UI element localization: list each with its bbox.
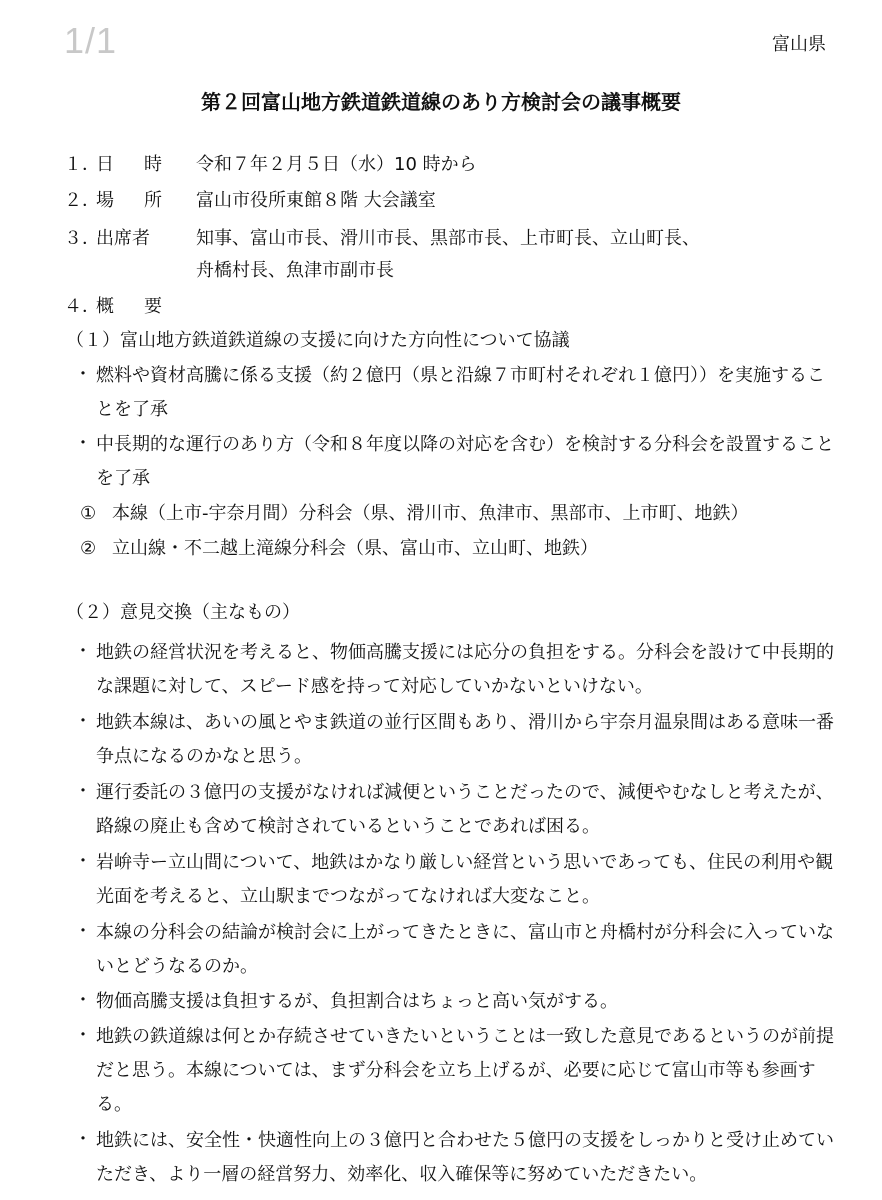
bullet-mark: ・ bbox=[74, 711, 92, 732]
meta-value: 富山市役所東館８階 大会議室 bbox=[196, 190, 436, 211]
bullet-text: 中長期的な運行のあり方（令和８年度以降の対応を含む）を検討する分科会を設置することを了承 bbox=[96, 434, 834, 489]
bullet-mark: ・ bbox=[74, 851, 92, 872]
bullet-text: 地鉄本線は、あいの風とやま鉄道の並行区間もあり、滑川から宇奈月温泉間はある意味一番争点になるのかなと思う。 bbox=[96, 712, 834, 767]
bullet-mark: ・ bbox=[74, 990, 92, 1011]
meta-num: １． bbox=[64, 154, 100, 175]
numbered-mark: ② bbox=[80, 538, 97, 559]
bullet-mark: ・ bbox=[74, 1129, 92, 1150]
bullet-text: 運行委託の３億円の支援がなければ減便ということだったので、減便やむなしと考えたが、路線の廃止も含めて検討されているということであれば困る。 bbox=[96, 782, 834, 837]
meta-num: ２． bbox=[64, 190, 100, 211]
meta-num: ３． bbox=[64, 228, 100, 249]
meta-value-continued: 舟橋村長、魚津市副市長 bbox=[196, 260, 394, 281]
bullet-text: 燃料や資材高騰に係る支援（約２億円（県と沿線７市町村それぞれ１億円））を実施することを了承 bbox=[96, 365, 825, 420]
header-org: 富山県 bbox=[772, 34, 826, 55]
bullet-text: 岩峅寺ー立山間について、地鉄はかなり厳しい経営という思いであっても、住民の利用や観光面を考えると、立山駅までつながってなければ大変なこと。 bbox=[96, 852, 834, 907]
document-title: 第２回富山地方鉄道鉄道線のあり方検討会の議事概要 bbox=[201, 90, 681, 114]
numbered-mark: ① bbox=[80, 503, 97, 524]
section2-heading: （２）意見交換（主なもの） bbox=[66, 602, 300, 623]
bullet-mark: ・ bbox=[74, 364, 92, 385]
meta-num: ４． bbox=[64, 296, 100, 317]
bullet-mark: ・ bbox=[74, 921, 92, 942]
bullet-text: 地鉄の鉄道線は何とか存続させていきたいということは一致した意見であるというのが前提だと思う。本線については、まず分科会を立ち上げるが、必要に応じて富山市等も参画する。 bbox=[96, 1026, 834, 1115]
bullet-mark: ・ bbox=[74, 433, 92, 454]
meta-label: 場 所 bbox=[96, 190, 168, 211]
numbered-text: 本線（上市-宇奈月間）分科会（県、滑川市、魚津市、黒部市、上市町、地鉄） bbox=[112, 503, 749, 524]
numbered-text: 立山線・不二越上滝線分科会（県、富山市、立山町、地鉄） bbox=[112, 538, 598, 559]
bullet-text: 本線の分科会の結論が検討会に上がってきたときに、富山市と舟橋村が分科会に入っていないとどうなるのか。 bbox=[96, 922, 834, 977]
meta-label: 出席者 bbox=[96, 228, 150, 249]
meta-label: 日 時 bbox=[96, 154, 168, 175]
meta-value: 知事、富山市長、滑川市長、黒部市長、上市町長、立山町長、 bbox=[196, 228, 700, 249]
bullet-mark: ・ bbox=[74, 641, 92, 662]
bullet-mark: ・ bbox=[74, 1025, 92, 1046]
section1-heading: （１）富山地方鉄道鉄道線の支援に向けた方向性について協議 bbox=[66, 330, 570, 351]
bullet-mark: ・ bbox=[74, 781, 92, 802]
page-indicator: 1/1 bbox=[64, 20, 118, 61]
bullet-text: 地鉄には、安全性・快適性向上の３億円と合わせた５億円の支援をしっかりと受け止めていただき、より一層の経営努力、効率化、収入確保等に努めていただきたい。 bbox=[96, 1130, 834, 1185]
meta-value: 令和７年２月５日（水）10 時から bbox=[196, 154, 477, 175]
bullet-text: 物価高騰支援は負担するが、負担割合はちょっと高い気がする。 bbox=[96, 991, 618, 1012]
bullet-text: 地鉄の経営状況を考えると、物価高騰支援には応分の負担をする。分科会を設けて中長期的な課題に対して、スピード感を持って対応していかないといけない。 bbox=[96, 642, 834, 697]
meta-label: 概 要 bbox=[96, 296, 168, 317]
